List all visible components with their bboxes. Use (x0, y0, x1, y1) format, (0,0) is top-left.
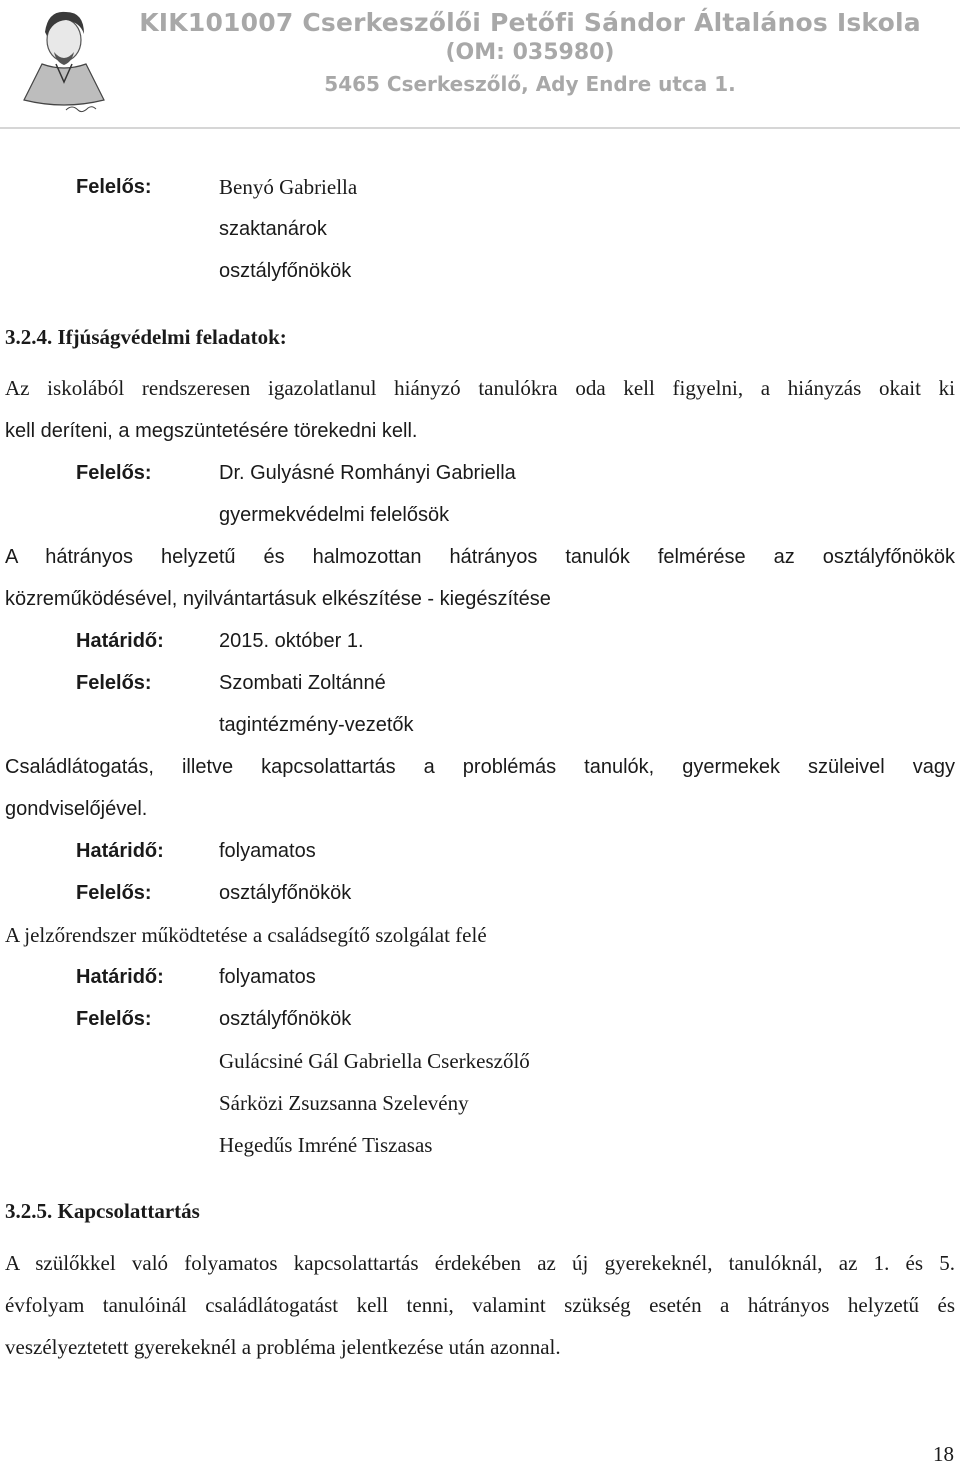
school-address: 5465 Cserkeszőlő, Ady Endre utca 1. (324, 72, 736, 96)
deadline-label: Határidő: (76, 966, 164, 988)
responsible-value: osztályfőnökök (219, 1008, 352, 1030)
page-header (0, 0, 960, 128)
responsible-value: Hegedűs Imréné Tiszasas (219, 1133, 433, 1157)
section-heading: 3.2.4. Ifjúságvédelmi feladatok: (5, 325, 287, 349)
paragraph-line: közreműködésével, nyilvántartásuk elkészítése - kiegészítése (5, 588, 551, 610)
responsible-value: tagintézmény-vezetők (219, 714, 414, 736)
section-heading: 3.2.5. Kapcsolattartás (5, 1199, 200, 1223)
deadline-label: Határidő: (76, 840, 164, 862)
responsible-value: Dr. Gulyásné Romhányi Gabriella (219, 462, 516, 484)
paragraph-line: A szülőkkel való folyamatos kapcsolattartás érdekében az új gyerekeknél, tanulóknál, az 1. és 5. (5, 1251, 955, 1275)
responsible-label: Felelős: (76, 882, 152, 904)
responsible-value: gyermekvédelmi felelősök (219, 504, 450, 526)
responsible-value: Szombati Zoltánné (219, 672, 386, 694)
responsible-label: Felelős: (76, 176, 152, 198)
paragraph-line: A jelzőrendszer működtetése a családsegítő szolgálat felé (5, 923, 487, 947)
responsible-value: Sárközi Zsuzsanna Szelevény (219, 1091, 469, 1115)
deadline-value: 2015. október 1. (219, 630, 364, 652)
responsible-label: Felelős: (76, 1008, 152, 1030)
deadline-value: folyamatos (219, 840, 316, 862)
responsible-value: Gulácsiné Gál Gabriella Cserkeszőlő (219, 1049, 530, 1073)
paragraph-line: évfolyam tanulóinál családlátogatást kell tenni, valamint szükség esetén a hátrányos helyzetű és (5, 1293, 955, 1317)
page-number: 18 (933, 1442, 954, 1466)
responsible-value: Benyó Gabriella (219, 175, 358, 199)
deadline-value: folyamatos (219, 966, 316, 988)
school-name: KIK101007 Cserkeszőlői Petőfi Sándor Általános Iskola (139, 8, 921, 37)
deadline-label: Határidő: (76, 630, 164, 652)
paragraph-line: Az iskolából rendszeresen igazolatlanul hiányzó tanulókra oda kell figyelni, a hiányzás okait ki (5, 376, 955, 400)
paragraph-line: gondviselőjével. (5, 798, 148, 820)
paragraph-line: A hátrányos helyzetű és halmozottan hátrányos tanulók felmérése az osztályfőnökök (5, 546, 955, 568)
paragraph-line: Családlátogatás, illetve kapcsolattartás a problémás tanulók, gyermekek szüleivel vagy (5, 756, 955, 778)
paragraph-line: kell deríteni, a megszüntetésére törekedni kell. (5, 420, 418, 442)
header-divider (0, 127, 960, 129)
school-om-id: (OM: 035980) (445, 40, 615, 65)
responsible-value: osztályfőnökök (219, 882, 352, 904)
paragraph-line: veszélyeztetett gyerekeknél a probléma jelentkezése után azonnal. (5, 1335, 561, 1359)
responsible-value: szaktanárok (219, 218, 327, 240)
portrait-logo (14, 2, 114, 124)
responsible-label: Felelős: (76, 462, 152, 484)
responsible-label: Felelős: (76, 672, 152, 694)
responsible-value: osztályfőnökök (219, 260, 352, 282)
